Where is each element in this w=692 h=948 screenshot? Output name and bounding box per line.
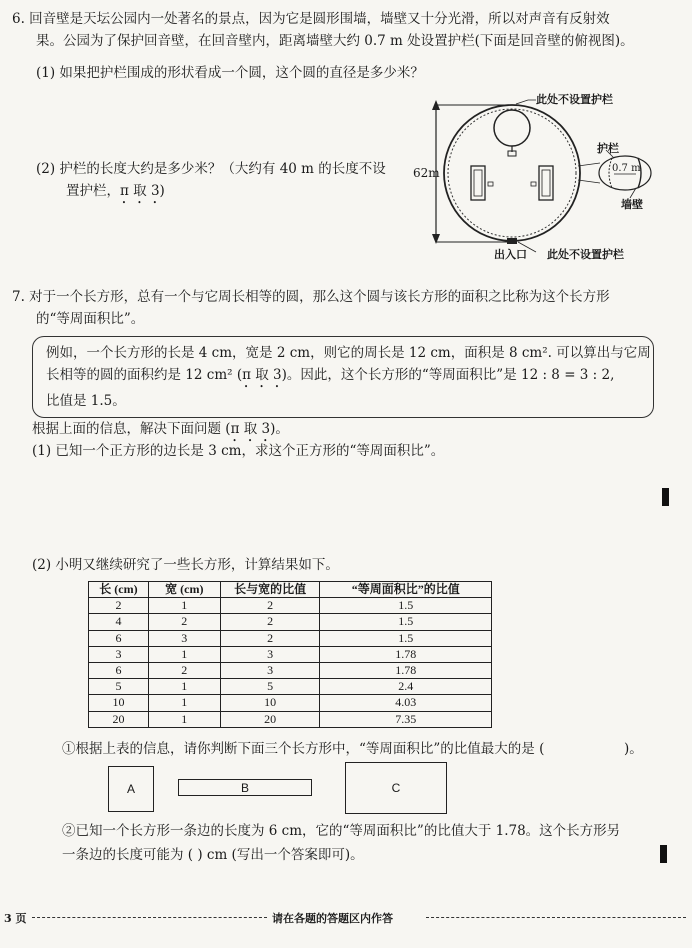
footer-dash-right <box>426 917 686 918</box>
q7-circle1-end: )。 <box>624 741 643 757</box>
table-cell: 3 <box>148 630 220 646</box>
right-hall <box>539 166 553 200</box>
table-cell: 3 <box>220 646 320 662</box>
table-cell: 3 <box>89 646 149 662</box>
table-cell: 1 <box>148 695 220 711</box>
table-row <box>89 598 492 614</box>
table-cell: 1.78 <box>320 662 492 678</box>
q6-sub1: (1) 如果把护栏围成的形状看成一个圆，这个圆的直径是多少米？ <box>36 65 424 81</box>
entrance-mark <box>507 238 517 244</box>
table-cell: 5 <box>220 679 320 695</box>
example-line2: 长相等的圆的面积约是 12 cm² (π 取 3)。因此，这个长方形的“等周面积比”是 12 : 8 = 3 : 2, <box>46 367 615 383</box>
q7-line2: 的“等周面积比”。 <box>36 311 145 327</box>
label-fence: 护栏 <box>597 142 619 155</box>
table-row <box>89 711 492 727</box>
table-header: 长与宽的比值 <box>220 582 320 598</box>
table-cell: 4.03 <box>320 695 492 711</box>
results-table <box>88 581 492 728</box>
table-cell: 1.78 <box>320 646 492 662</box>
table-cell: 7.35 <box>320 711 492 727</box>
table-cell: 2 <box>220 614 320 630</box>
table-cell: 10 <box>220 695 320 711</box>
example-line3: 比值是 1.5。 <box>46 393 126 409</box>
q6-sub2-line1: (2) 护栏的长度大约是多少米？（大约有 40 m 的长度不设 <box>36 161 386 177</box>
table-row <box>89 646 492 662</box>
table-cell: 2.4 <box>320 679 492 695</box>
label-top-no-fence: 此处不设置护栏 <box>536 93 613 106</box>
footer-dash-left <box>32 917 267 918</box>
table-row <box>89 630 492 646</box>
label-entrance: 出入口 <box>494 248 527 261</box>
example-line1: 例如，一个长方形的长是 4 cm，宽是 2 cm，则它的周长是 12 cm，面积是 8 cm². 可以算出与它周 <box>46 345 651 361</box>
q6-sub2-line2: 置护栏，π 取 3) <box>66 183 165 199</box>
label-wall: 墙壁 <box>621 198 643 211</box>
top-building <box>494 110 530 146</box>
q7-circle2-line2: 一条边的长度可能为 ( ) cm (写出一个答案即可)。 <box>62 847 364 863</box>
table-row <box>89 614 492 630</box>
table-header-row <box>89 582 492 598</box>
table-header: “等周面积比”的比值 <box>320 582 492 598</box>
label-gap: 0.7 m <box>612 163 641 174</box>
table-cell: 20 <box>89 711 149 727</box>
q6-line2: 果。公园为了保护回音壁，在回音壁内，距离墙壁大约 0.7 m 处设置护栏(下面是回音壁的俯视图)。 <box>36 33 634 49</box>
table-cell: 6 <box>89 630 149 646</box>
table-cell: 2 <box>148 662 220 678</box>
page-number: 3 页 <box>4 912 27 925</box>
label-bottom-no-fence: 此处不设置护栏 <box>547 248 624 261</box>
q7-line1: 7. 对于一个长方形，总有一个与它周长相等的圆，那么这个圆与该长方形的面积之比称为这个长方形 <box>12 289 610 305</box>
label-diameter: 62m <box>413 166 440 180</box>
rectangle-a: A <box>108 766 154 812</box>
q7-circle1: ①根据上表的信息，请你判断下面三个长方形中，“等周面积比”的比值最大的是 ( <box>62 741 545 757</box>
table-cell: 6 <box>89 662 149 678</box>
table-header: 宽 (cm) <box>148 582 220 598</box>
table-cell: 2 <box>220 630 320 646</box>
q7-sub1: (1) 已知一个正方形的边长是 3 cm，求这个正方形的“等周面积比”。 <box>32 443 445 459</box>
table-cell: 1 <box>148 711 220 727</box>
table-cell: 1 <box>148 679 220 695</box>
scan-marker <box>660 845 667 863</box>
table-cell: 10 <box>89 695 149 711</box>
footer-notice: 请在各题的答题区内作答 <box>272 912 393 925</box>
scan-marker <box>662 488 669 506</box>
table-cell: 5 <box>89 679 149 695</box>
table-cell: 1.5 <box>320 630 492 646</box>
table-header: 长 (cm) <box>89 582 149 598</box>
q6-line1: 6. 回音壁是天坛公园内一处著名的景点，因为它是圆形围墙，墙壁又十分光滑，所以对声音有反射效 <box>12 11 610 27</box>
rectangle-c: C <box>345 762 447 814</box>
table-row <box>89 662 492 678</box>
table-cell: 1 <box>148 598 220 614</box>
table-cell: 2 <box>148 614 220 630</box>
table-cell: 2 <box>220 598 320 614</box>
table-cell: 1.5 <box>320 614 492 630</box>
table-cell: 20 <box>220 711 320 727</box>
table-row <box>89 695 492 711</box>
instruction: 根据上面的信息，解决下面问题 (π 取 3)。 <box>32 421 289 437</box>
q7-sub2: (2) 小明又继续研究了一些长方形，计算结果如下。 <box>32 557 339 573</box>
echo-wall-diagram <box>400 88 685 263</box>
table-cell: 4 <box>89 614 149 630</box>
table-cell: 1.5 <box>320 598 492 614</box>
left-hall <box>471 166 485 200</box>
rectangle-b: B <box>178 779 312 796</box>
table-cell: 1 <box>148 646 220 662</box>
q7-circle2-line1: ②已知一个长方形一条边的长度为 6 cm，它的“等周面积比”的比值大于 1.78。这个长方形另 <box>62 823 621 839</box>
table-cell: 3 <box>220 662 320 678</box>
table-row <box>89 679 492 695</box>
table-cell: 2 <box>89 598 149 614</box>
